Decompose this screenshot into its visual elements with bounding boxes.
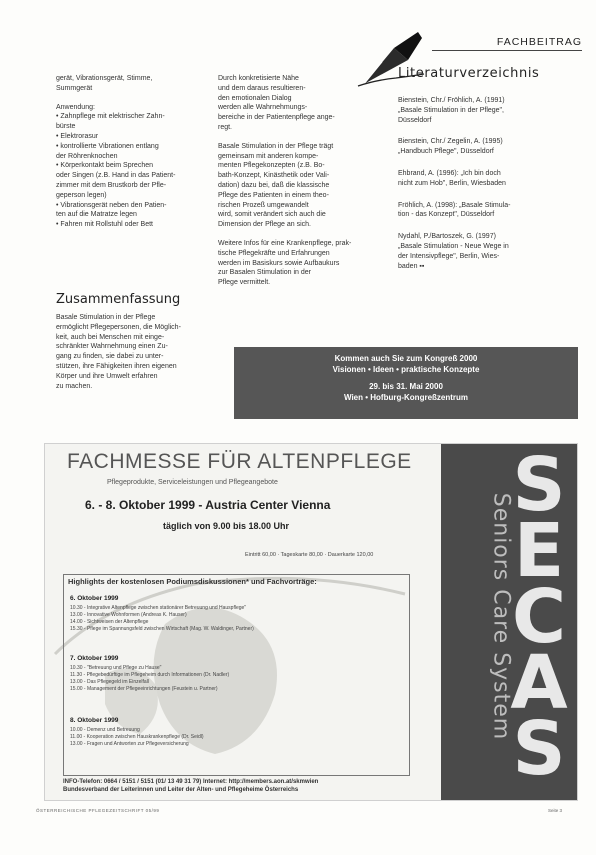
program-entry: 10.30 - "Betreuung und Pflege zu Hause" bbox=[70, 665, 162, 671]
reference: Nydahl, P./Bartoszek, G. (1997) „Basale Stimulation - Neue Wege in der Intensivpflege", Berlin, Wies- baden ▪▪ bbox=[398, 233, 509, 270]
reference: Ehbrand, A. (1996): „Ich bin doch nicht zum Hob", Berlin, Wiesbaden bbox=[398, 169, 506, 187]
program-entry: 10.30 - Integrative Altenpflege zwischen stationärer Betreuung und Hauspflege" bbox=[70, 605, 247, 611]
bullet-item: • Vibrationsgerät neben den Patien- ten auf die Matratze legen bbox=[56, 201, 167, 219]
col1-line: gerät, Vibrationsgerät, Stimme, bbox=[56, 75, 153, 82]
summary-text: Basale Stimulation in der Pflege ermöglicht Pflegepersonen, die Möglich- keit, auch bei Menschen mit einge- schränkter Wahrnehmung einen Zu- gang zu finden, sie dabei zu unter- stützen, ihre Fähigkeiten ihren eigenen Körper und ihre Umwelt erfahren zu machen. bbox=[56, 314, 181, 390]
brand-panel bbox=[441, 444, 577, 800]
program-entry: 10.00 - Demenz und Betreuung bbox=[70, 727, 140, 733]
fair-prices: Eintritt 60,00 · Tageskarte 80,00 · Dauerkarte 120,00 bbox=[245, 552, 374, 558]
program-entry: 15.00 - Management der Pflegeeinrichtungen (Feustein u. Partner) bbox=[70, 686, 218, 692]
section-header: FACHBEITRAG bbox=[496, 36, 582, 48]
summary-heading: Zusammenfassung bbox=[56, 292, 181, 307]
reference: Fröhlich, A. (1998): „Basale Stimula- tion - das Konzept", Düsseldorf bbox=[398, 201, 511, 219]
program-entry: 14.00 - Sichtweisen der Altenpflege bbox=[70, 619, 149, 625]
bullet-item: • Körperkontakt beim Sprechen oder Singen (z.B. Hand in das Patient- zimmer mit dem Brustkorb der Pfle- geperson legen) bbox=[56, 162, 176, 199]
fair-title: FACHMESSE FÜR ALTENPFLEGE bbox=[67, 450, 412, 473]
congress-dates: 29. bis 31. Mai 2000 bbox=[369, 382, 443, 391]
congress-venue: Wien • Hofburg-Kongreßzentrum bbox=[343, 393, 469, 402]
column-1 bbox=[56, 74, 206, 230]
program-entry: 13.00 - Innovative Wohnformen (Andreas K. Hauser) bbox=[70, 612, 187, 618]
bullet-item: • Elektrorasur bbox=[56, 132, 99, 140]
page-number: Seite 3 bbox=[548, 808, 563, 813]
bullet-item: • Fahren mit Rollstuhl oder Bett bbox=[56, 221, 153, 229]
fair-hours: täglich von 9.00 bis 18.00 Uhr bbox=[163, 521, 290, 531]
program-day: 6. Oktober 1999 bbox=[70, 595, 119, 602]
footer-publication: ÖSTERREICHISCHE PFLEGEZEITSCHRIFT 05/99 bbox=[36, 808, 160, 813]
congress-banner bbox=[234, 347, 578, 419]
program-entry: 15.30 - Pflege im Spannungsfeld zwischen Wirtschaft (Mag. W. Waldinger, Partner) bbox=[70, 626, 254, 632]
fair-subtitle: Pflegeprodukte, Serviceleistungen und Pflegeangebote bbox=[107, 479, 278, 486]
brand-logo: S E C A S bbox=[510, 444, 568, 792]
header-rule bbox=[432, 50, 582, 51]
literature-heading: Literaturverzeichnis bbox=[398, 66, 540, 81]
congress-headline: Kommen auch Sie zum Kongreß 2000 bbox=[334, 354, 478, 363]
program-entry: 13.00 - Das Pflegegeld im Einzelfall bbox=[70, 679, 149, 685]
program-heading: Highlights der kostenlosen Podiumsdiskussionen* und Fachvorträge: bbox=[68, 577, 317, 586]
ad-content bbox=[45, 444, 441, 800]
program-box bbox=[63, 574, 410, 776]
program-day: 7. Oktober 1999 bbox=[70, 655, 119, 662]
bullet-item: • Zahnpflege mit elektrischer Zahn- bürste bbox=[56, 113, 165, 131]
reference: Bienstein, Chr./ Fröhlich, A. (1991) „Basale Stimulation in der Pflege", Düsseldorf bbox=[398, 97, 505, 124]
list-intro: Anwendung: bbox=[56, 103, 95, 111]
brand-tagline: Seniors Care System bbox=[488, 492, 514, 741]
program-entry: 13.00 - Fragen und Antworten zur Pflegeversicherung bbox=[70, 741, 189, 747]
program-day: 8. Oktober 1999 bbox=[70, 717, 119, 724]
congress-tagline: Visionen • Ideen • praktische Konzepte bbox=[332, 365, 480, 374]
fair-contact-info: INFO-Telefon: 0664 / 5151 / 5151 (01/ 13 49 31 79) Internet: http://members.aon.at/skmwien Bundesverband der Leiterinnen und Leiter der Alten- und Pflegeheime Österreichs bbox=[63, 779, 319, 793]
literature-list bbox=[398, 96, 578, 271]
reference: Bienstein, Chr./ Zegelin, A. (1995) „Handbuch Pflege", Düsseldorf bbox=[398, 138, 503, 156]
bullet-item: • kontrollierte Vibrationen entlang der Röhrenknochen bbox=[56, 142, 159, 160]
program-entry: 11.30 - Pflegebedürftige im Pflegeheim durch Informationen (Dr. Nadler) bbox=[70, 672, 230, 678]
col1-line: Summgerät bbox=[56, 84, 93, 92]
fair-dates: 6. - 8. Oktober 1999 - Austria Center Vienna bbox=[85, 498, 331, 512]
program-entry: 11.00 - Kooperation zwischen Hauskrankenpflege (Dr. Seidl) bbox=[70, 734, 204, 740]
trade-fair-advertisement bbox=[44, 443, 578, 801]
column-2: Durch konkretisierte Nähe und dem daraus resultieren- den emotionalen Dialog werden alle Wahrnehmungs- bereiche in der Patientenpflege ange- regt. Basale Stimulation in der Pflege trägt gemeinsam mit anderen kompe- menten Pflegekonzepten (z.B. Bo- bath-Konzept, Kinästhetik oder Vali- dation) dazu bei, daß die klassische Pflege des Patienten in einem theo- rischen Prozeß umgewandelt wird, somit verändert sich auch die Dimension der Pflege an sich. Weitere Infos für eine Krankenpflege, prak- tische Pflegekräfte und Erfahrungen werden im Basiskurs sowie Aufbaukurs zur Basalen Stimulation in der Pflege vermittelt. bbox=[218, 75, 352, 287]
